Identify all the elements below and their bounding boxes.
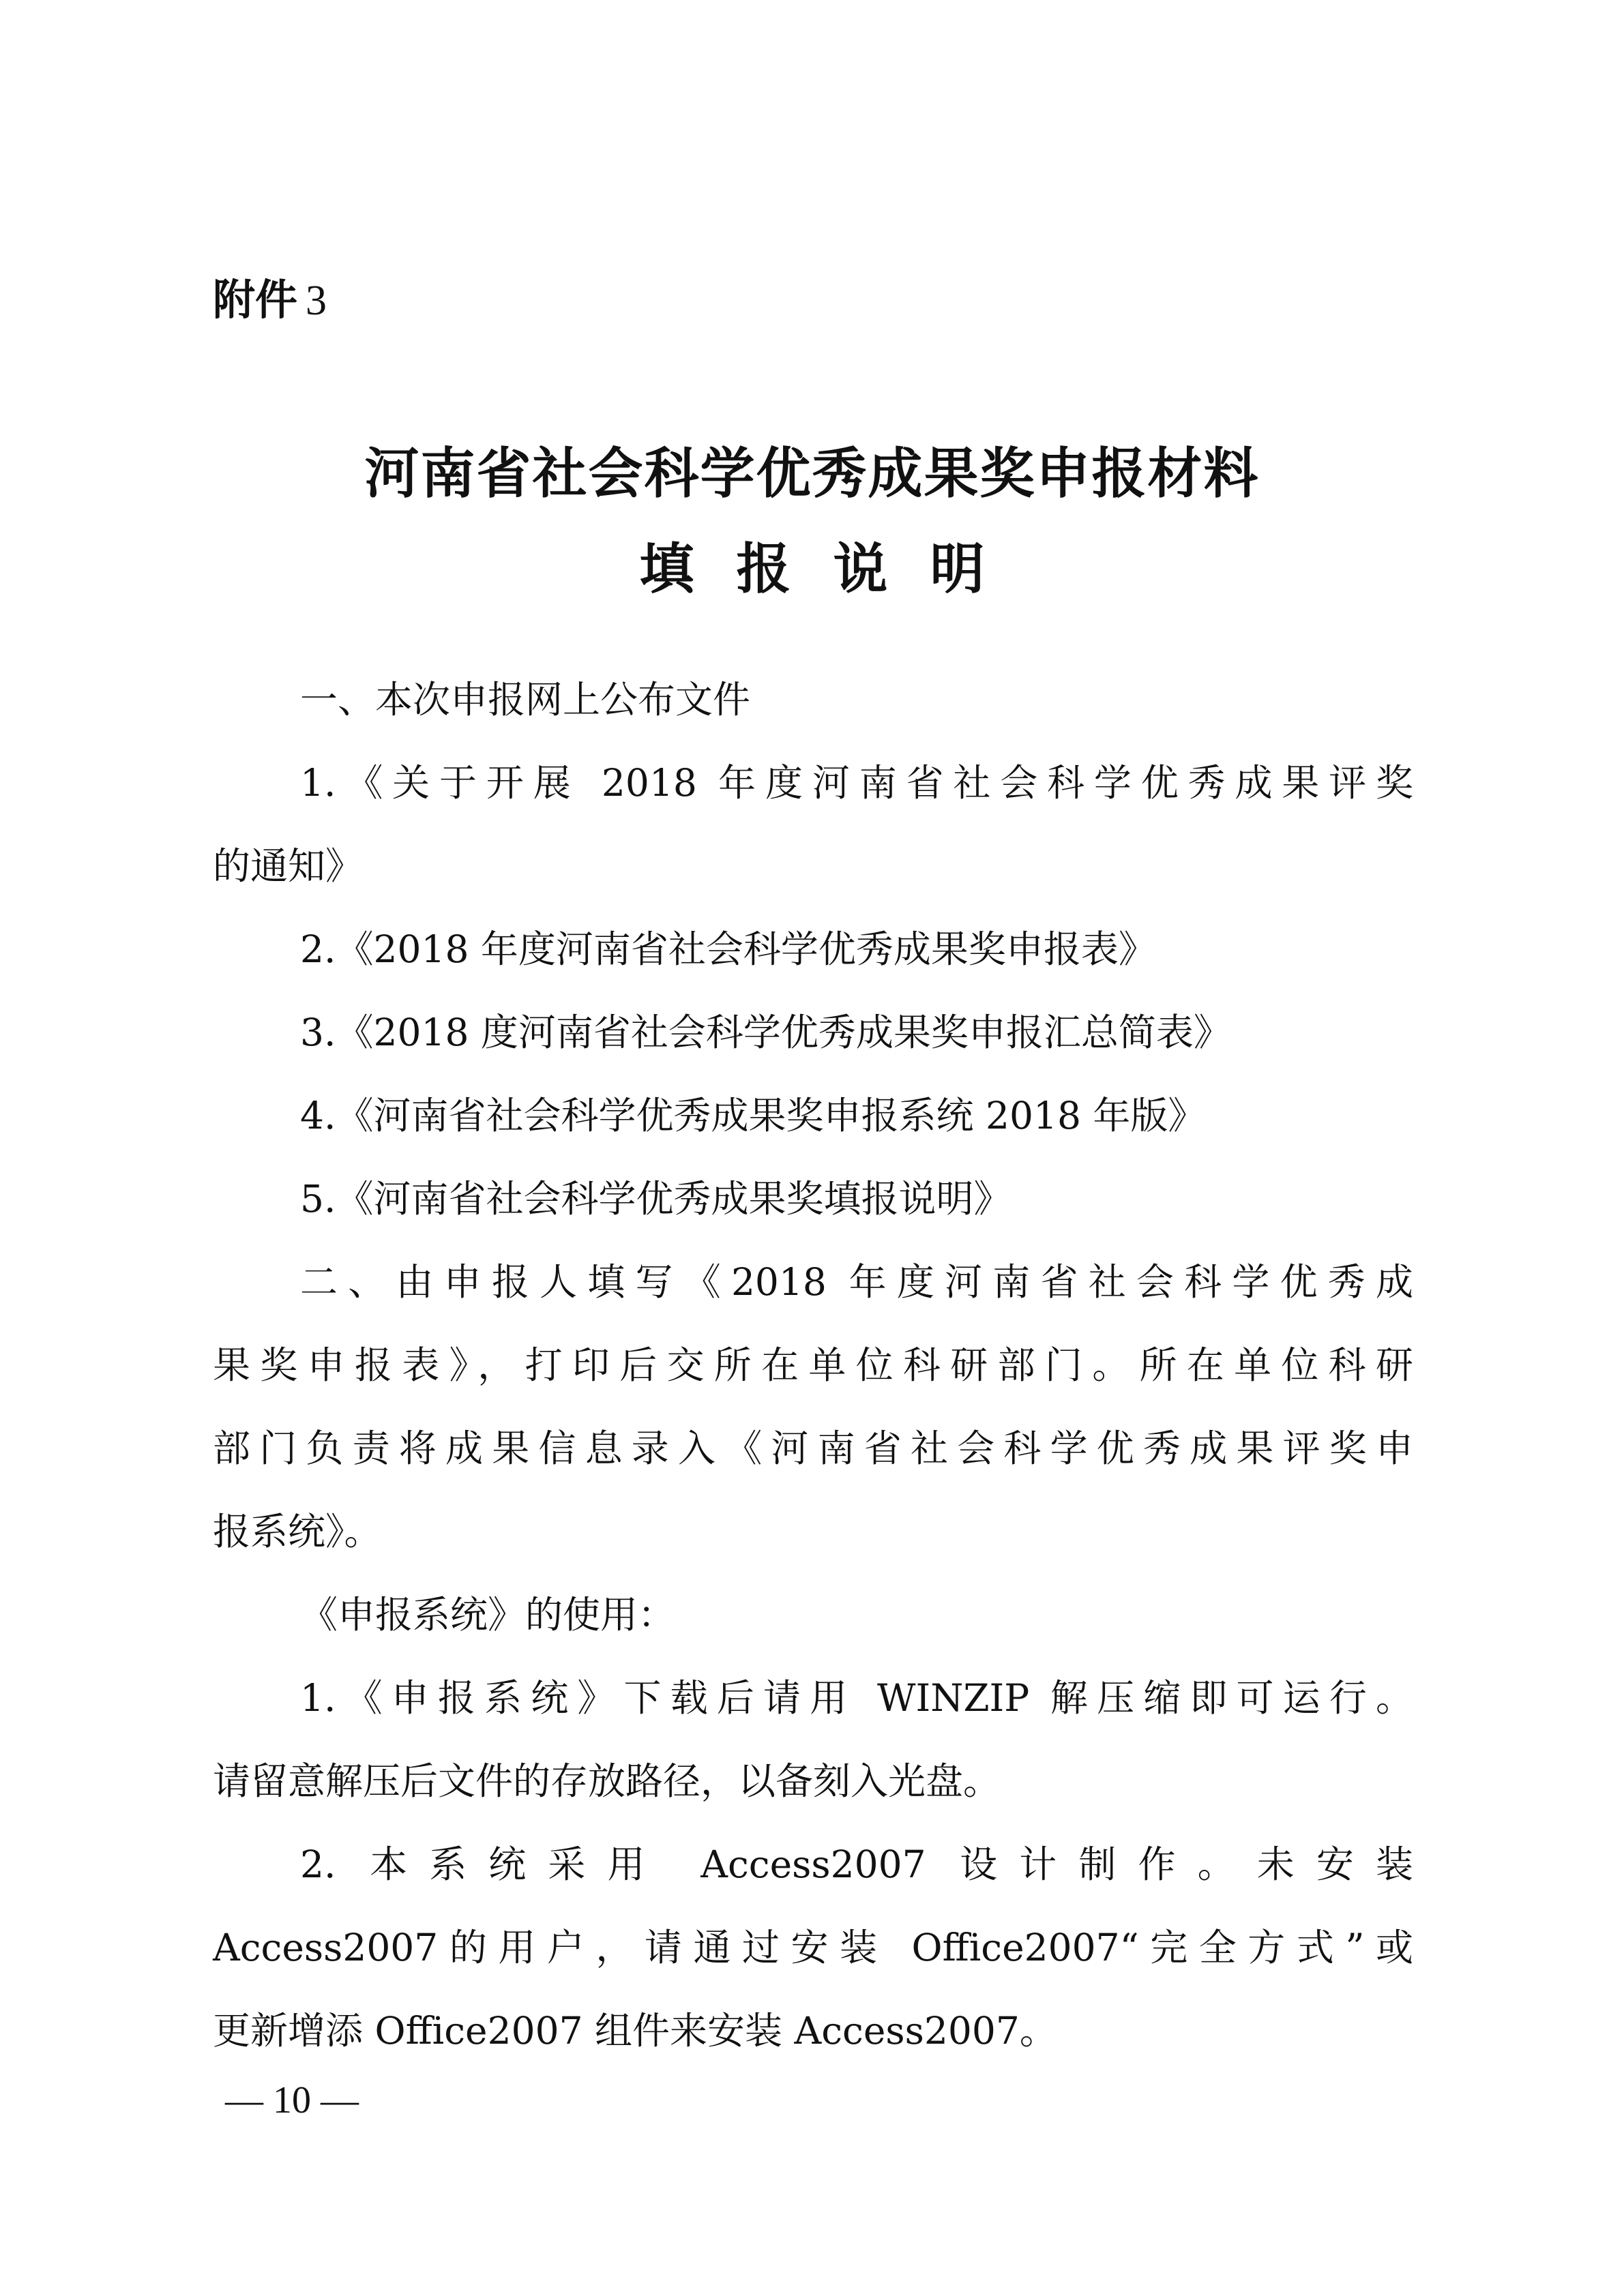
usage-item-2: 2. 本系统采用 Access2007 设计制作。未安装 (300, 1843, 1413, 1886)
page-number: — 10 — (225, 2079, 359, 2121)
list-item-4: 4.《河南省社会科学优秀成果奖申报系统 2018 年版》 (300, 1094, 1206, 1137)
document-title: 河南省社会科学优秀成果奖申报材料 (364, 442, 1260, 505)
list-item-2: 2.《2018 年度河南省社会科学优秀成果奖申报表》 (300, 927, 1156, 971)
paragraph-line: 报系统》。 (213, 1510, 382, 1553)
usage-item-1-continued: 请留意解压后文件的存放路径，以备刻入光盘。 (213, 1759, 1001, 1803)
paragraph-line: 果奖申报表》，打印后交所在单位科研部门。所在单位科研 (213, 1343, 1413, 1387)
attachment-number: 3 (306, 278, 327, 324)
list-item-1-continued: 的通知》 (213, 844, 364, 888)
document-body (213, 658, 1413, 2072)
section-heading-2: 二、由申报人填写《2018 年度河南省社会科学优秀成 (300, 1260, 1413, 1304)
list-item-5: 5.《河南省社会科学优秀成果奖填报说明》 (300, 1177, 1012, 1221)
section-heading-1: 一、本次申报网上公布文件 (300, 678, 751, 721)
attachment-word: 附件 (213, 275, 298, 325)
usage-item-1: 1.《申报系统》下载后请用 WINZIP 解压缩即可运行。 (300, 1676, 1413, 1720)
subsection-heading: 《申报系统》的使用： (300, 1593, 676, 1637)
attachment-label (213, 273, 327, 328)
document-subtitle: 填报说明 (639, 537, 1027, 601)
paragraph-line: 部门负责将成果信息录入《河南省社会科学优秀成果评奖申 (213, 1427, 1413, 1470)
list-item-3: 3.《2018 度河南省社会科学优秀成果奖申报汇总简表》 (300, 1011, 1231, 1054)
usage-item-2-continued: Access2007的用户，请通过安装 Office2007“完全方式”或 (213, 1926, 1413, 1969)
list-item-1: 1.《关于开展 2018 年度河南省社会科学优秀成果评奖 (300, 761, 1413, 805)
usage-item-2-continued: 更新增添 Office2007 组件来安装 Access2007。 (213, 2009, 1057, 2053)
